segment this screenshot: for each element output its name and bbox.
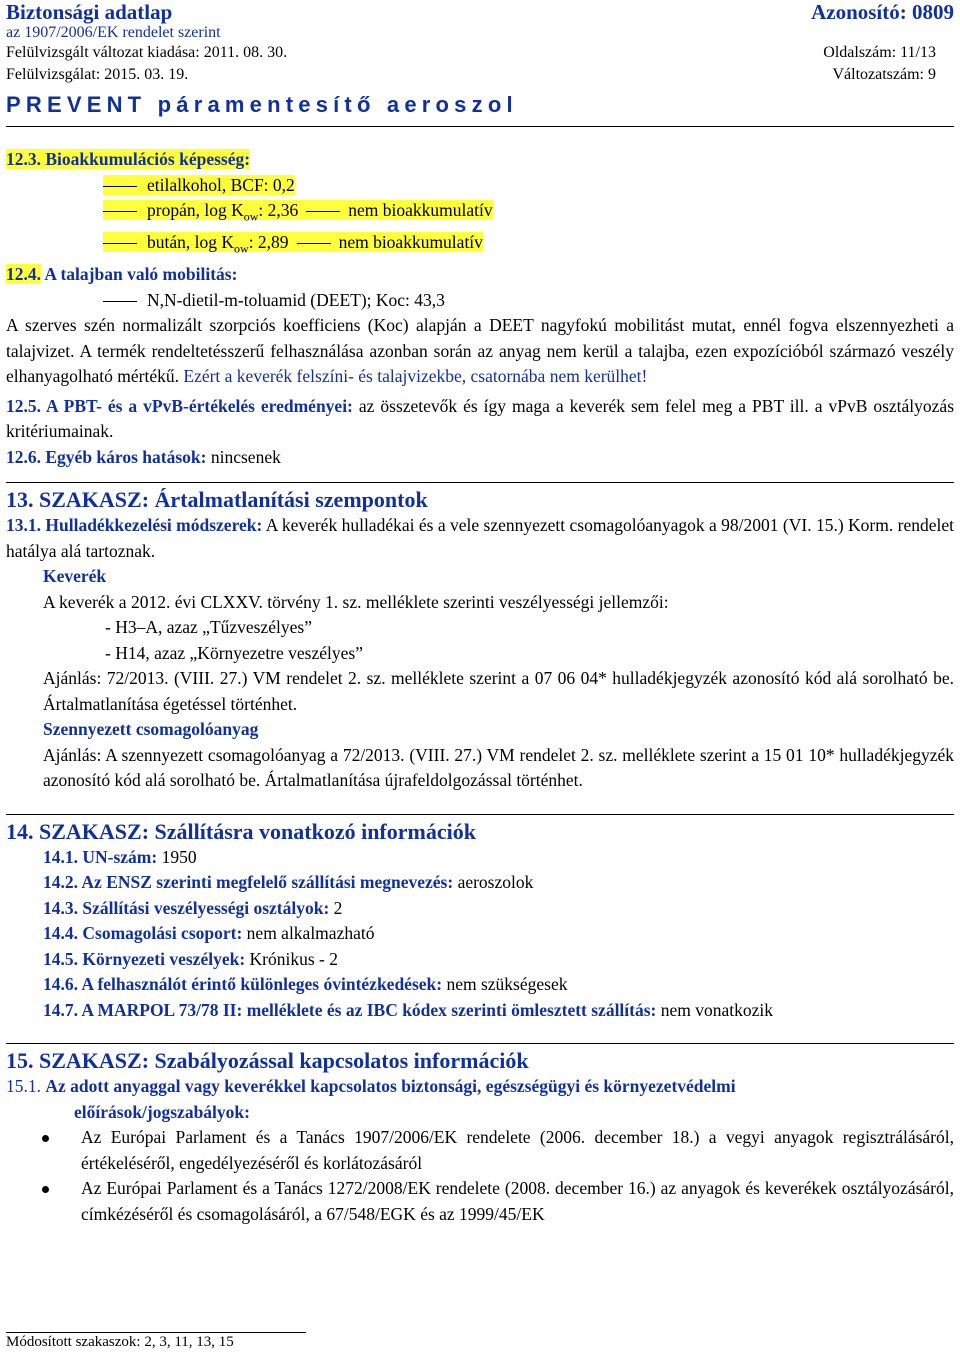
- document-id: Azonosító: 0809: [811, 0, 954, 24]
- version-number: Változatszám: 9: [832, 66, 936, 83]
- section-14-title: 14. SZAKASZ: Szállításra vonatkozó információk: [6, 818, 476, 844]
- heading-12-5: 12.5. A PBT- és a vPvB-értékelés eredményei:: [6, 395, 353, 416]
- transport-item: [43, 896, 954, 922]
- transport-item-value: aeroszolok: [457, 872, 534, 892]
- section-12-6: [6, 445, 954, 471]
- footer-divider: [6, 1332, 306, 1333]
- transport-item-value: 1950: [161, 846, 197, 867]
- keverek-line: A keverék a 2012. évi CLXXV. törvény 1. sz. melléklete szerinti veszélyességi jellemzői:: [43, 591, 669, 612]
- section-12-4: [6, 262, 954, 390]
- revision-date: Felülvizsgálat: 2015. 03. 19.: [6, 66, 189, 83]
- document-page: [6, 0, 954, 1227]
- keverek-label: Keverék: [43, 566, 107, 586]
- heading-15-1-cont: előírások/jogszabályok:: [74, 1101, 250, 1122]
- transport-item-label: 14.6. A felhasználót érintő különleges óvintézkedések:: [43, 974, 443, 994]
- bioaccum-item-propane: propán, $\log K_{ow}$: 2,36 nem bioakkumulatív: [103, 200, 493, 220]
- regulation-bullet-2: Az Európai Parlament és a Tanács 1272/2008/EK rendelete (2008. december 16.) az anyagok és keverékek osztályozásáról, címkézéséről és csomagolásáról, a 67/548/EGK és az 1999/45/EK: [6, 1176, 954, 1227]
- page-number: Oldalszám: 11/13: [823, 44, 936, 61]
- bioaccum-item-butane: bután, $\log K_{ow}$: 2,89 nem bioakkumulatív: [103, 232, 483, 252]
- heading-15-1: Az adott anyaggal vagy keverékkel kapcsolatos biztonsági, egészségügyi és környezetvédelmi: [45, 1076, 736, 1096]
- transport-item: [43, 870, 954, 896]
- document-title: Biztonsági adatlap: [6, 0, 173, 24]
- section-15-divider: [6, 1043, 954, 1044]
- recommendation-1: Ajánlás: 72/2013. (VIII. 27.) VM rendelet 2. sz. melléklete szerint a 07 06 04* hulladékjegyzék azonosító kód alá sorolható be. Ártalmatlanítása égetéssel történhet.: [43, 668, 954, 714]
- transport-item-value: Krónikus - 2: [249, 948, 338, 969]
- section-13-divider: [6, 482, 954, 483]
- section-12-3: [6, 147, 954, 262]
- transport-item: [43, 947, 954, 973]
- pbt-text: az összetevők és így maga a keverék sem felel meg a PBT ill. a vPvB osztályozás kritériumainak.: [6, 395, 955, 441]
- transport-item-value: nem vonatkozik: [660, 999, 774, 1020]
- packaging-label: Szennyezett csomagolóanyag: [43, 719, 259, 739]
- transport-item-label: 14.1. UN-szám:: [43, 846, 158, 867]
- transport-item-value: nem szükségesek: [446, 974, 568, 994]
- transport-list: [6, 845, 954, 1024]
- transport-item: [43, 972, 954, 998]
- header-divider: [6, 126, 954, 127]
- regulation-bullet-1: Az Európai Parlament és a Tanács 1907/2006/EK rendelete (2006. december 18.) a vegyi anyagok regisztrálásáról, értékeléséről, engedélyezéséről és korlátozásáról: [6, 1125, 954, 1176]
- transport-item: [43, 921, 954, 947]
- modified-sections: Módosított szakaszok: 2, 3, 11, 13, 15: [6, 1334, 234, 1350]
- mobility-warning: Ezért a keverék felszíni- és talajvizekbe, csatornába nem kerülhet!: [183, 366, 648, 386]
- bullet-icon: [42, 1186, 49, 1193]
- heading-12-4-highlight: 12.4.: [6, 264, 41, 284]
- heading-12-4: A talajban való mobilitás:: [41, 264, 238, 284]
- transport-item-label: 14.7. A MARPOL 73/78 II: melléklete és az IBC kódex szerinti ömlesztett szállítás:: [43, 999, 657, 1020]
- heading-13-1: 13.1. Hulladékkezelési módszerek:: [6, 515, 263, 535]
- waste-methods-text: A keverék hulladékai és a vele szennyezett csomagolóanyagok a 98/2001 (VI. 15.) Korm. rendelet hatálya alá tartoznak.: [6, 515, 954, 561]
- bioaccum-item-ethanol: etilalkohol, BCF: 0,2: [103, 175, 295, 195]
- heading-12-6: 12.6. Egyéb káros hatások:: [6, 446, 207, 467]
- transport-item-label: 14.4. Csomagolási csoport:: [43, 923, 243, 943]
- page-header: [6, 0, 954, 127]
- heading-12-3: 12.3. Bioakkumulációs képesség:: [6, 149, 251, 169]
- mobility-deet: N,N-dietil-m-toluamid (DEET); Koc: 43,3: [147, 289, 445, 310]
- revision-issue: Felülvizsgált változat kiadása: 2011. 08. 30.: [6, 44, 288, 61]
- regulation-ref: az 1907/2006/EK rendelet szerint: [6, 24, 221, 41]
- other-effects-text: nincsenek: [210, 446, 281, 467]
- mobility-paragraph: A szerves szén normalizált szorpciós koefficiens (Koc) alapján a DEET nagyfokú mobilitást mutat, ennél fogva elszennyezheti a talajvizet. A termék rendeltetésszerű felhasználása azonban során az anyag nem kerül a talajba, ezen expozícióból származó veszély elhanyagolható mértékű. Ezért a keverék felszíni- és talajvizekbe, csatornába nem kerülhet!: [6, 315, 954, 386]
- bullet-icon: [42, 1135, 49, 1142]
- h14-item: - H14, azaz „Környezetre veszélyes”: [105, 642, 363, 663]
- transport-item-label: 14.3. Szállítási veszélyességi osztályok:: [43, 897, 330, 918]
- product-name: PREVENT páramentesítő aeroszol: [6, 92, 518, 117]
- section-13-1: [6, 513, 954, 564]
- section-13-details: [6, 564, 954, 794]
- section-12-5: [6, 394, 954, 445]
- number-15-1: 15.1.: [6, 1076, 41, 1096]
- transport-item: [43, 845, 954, 871]
- transport-item-label: 14.5. Környezeti veszélyek:: [43, 948, 246, 969]
- transport-item-label: 14.2. Az ENSZ szerinti megfelelő szállítási megnevezés:: [43, 872, 454, 892]
- section-15-1: [6, 1074, 954, 1227]
- transport-item: [43, 998, 954, 1024]
- h3-item: - H3–A, azaz „Tűzveszélyes”: [105, 617, 312, 637]
- section-14-divider: [6, 814, 954, 815]
- transport-item-value: 2: [333, 897, 343, 918]
- section-13-title: 13. SZAKASZ: Ártalmatlanítási szempontok: [6, 487, 428, 512]
- section-15-title: 15. SZAKASZ: Szabályozással kapcsolatos információk: [6, 1048, 529, 1073]
- recommendation-2: Ajánlás: A szennyezett csomagolóanyag a 72/2013. (VIII. 27.) VM rendelet 2. sz. melléklete szerint a 15 01 10* hulladékjegyzék azonosító kód alá sorolható be. Ártalmatlanítása újrafeldolgozással történhet.: [43, 744, 954, 790]
- transport-item-value: nem alkalmazható: [246, 923, 375, 943]
